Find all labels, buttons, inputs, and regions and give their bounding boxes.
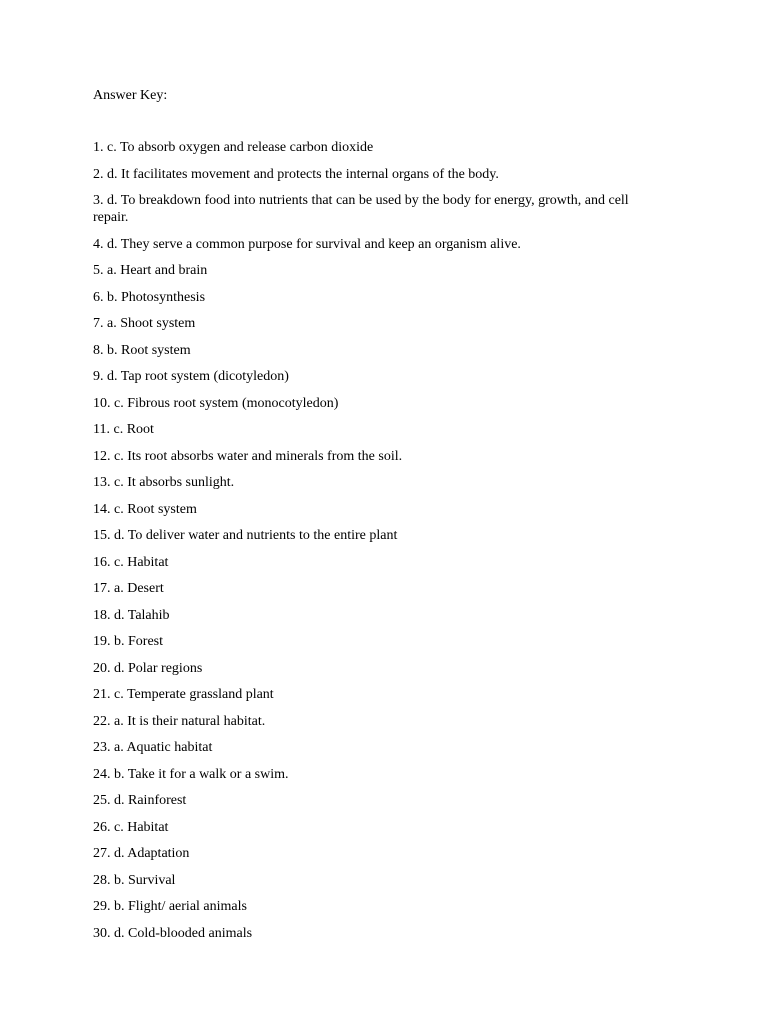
answer-item: 13. c. It absorbs sunlight.: [93, 475, 235, 490]
answer-item: 16. c. Habitat: [93, 554, 169, 570]
answer-item: 25. d. Rainforest: [93, 793, 187, 808]
answer-item: 30. d. Cold-blooded animals: [93, 925, 253, 941]
answer-item: 8. b. Root system: [93, 342, 191, 358]
answer-item: 12. c. Its root absorbs water and minerals from the soil.: [93, 448, 403, 464]
answer-item: 1. c. To absorb oxygen and release carbon dioxide: [93, 140, 374, 155]
answer-item: 11. c. Root: [93, 422, 154, 437]
answer-list: [93, 139, 653, 951]
answer-item: 9. d. Tap root system (dicotyledon): [93, 369, 289, 384]
answer-item: 3. d. To breakdown food into nutrients that can be used by the body for energy, growth, and cell repair.: [93, 193, 629, 225]
answer-item: 15. d. To deliver water and nutrients to the entire plant: [93, 528, 398, 543]
answer-item: 17. a. Desert: [93, 581, 164, 596]
answer-item: 18. d. Talahib: [93, 607, 170, 623]
answer-item: 7. a. Shoot system: [93, 316, 196, 331]
answer-item: 24. b. Take it for a walk or a swim.: [93, 766, 289, 782]
answer-item: 20. d. Polar regions: [93, 660, 203, 676]
answer-item: 14. c. Root system: [93, 501, 197, 517]
answer-item: 4. d. They serve a common purpose for survival and keep an organism alive.: [93, 236, 521, 252]
answer-item: 29. b. Flight/ aerial animals: [93, 899, 247, 914]
answer-item: 22. a. It is their natural habitat.: [93, 713, 266, 729]
answer-item: 23. a. Aquatic habitat: [93, 740, 213, 755]
answer-item: 26. c. Habitat: [93, 819, 169, 835]
answer-item: 21. c. Temperate grassland plant: [93, 687, 274, 702]
answer-key-heading: Answer Key:: [93, 88, 168, 103]
answer-item: 19. b. Forest: [93, 634, 163, 649]
answer-item: 2. d. It facilitates movement and protects the internal organs of the body.: [93, 166, 499, 182]
answer-item: 10. c. Fibrous root system (monocotyledon): [93, 395, 339, 411]
answer-item: 28. b. Survival: [93, 872, 176, 888]
answer-item: 6. b. Photosynthesis: [93, 289, 206, 305]
answer-item: 27. d. Adaptation: [93, 846, 190, 861]
answer-item: 5. a. Heart and brain: [93, 263, 208, 278]
